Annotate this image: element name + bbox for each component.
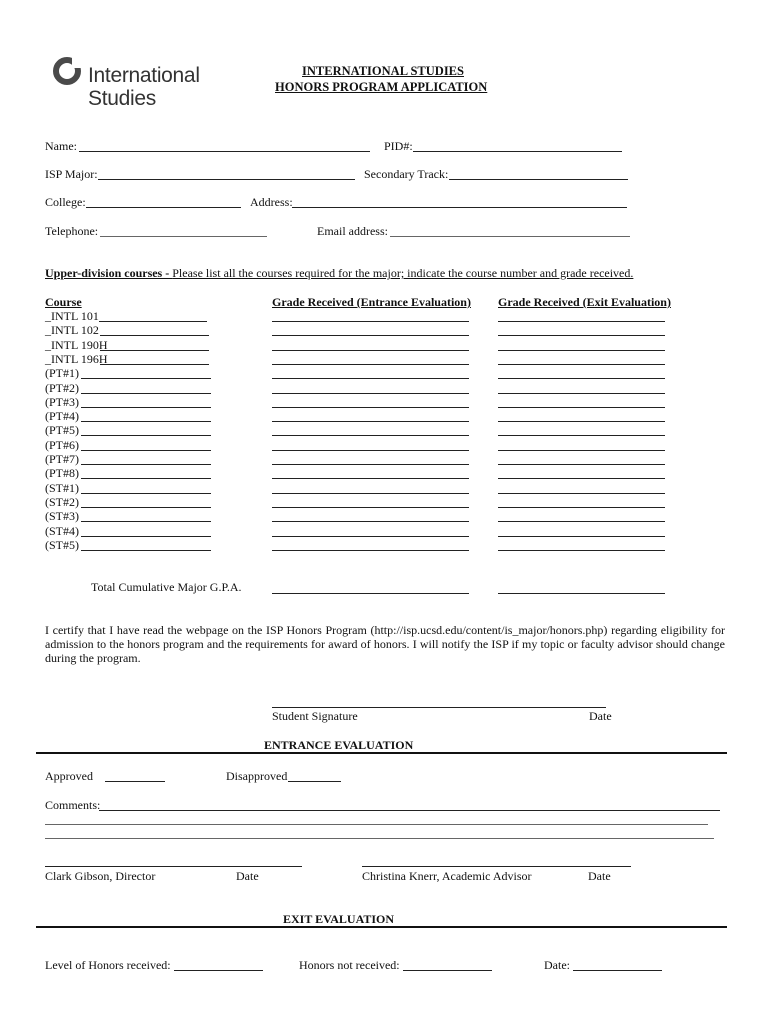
course-column-header: Course	[45, 295, 82, 309]
entrance-grade-field[interactable]	[272, 321, 469, 322]
certification-text: I certify that I have read the webpage on the ISP Honors Program (http://isp.ucsd.edu/content/is_major/honors.php) regarding eligibility for admission to the honors program and the requirements for award of honors. I will notify the ISP if my topic or faculty advisor should change during the program.	[45, 623, 725, 665]
approved-label: Approved	[45, 769, 93, 783]
disapproved-label: Disapproved	[226, 769, 288, 783]
course-row-label: (ST#2)	[45, 495, 79, 509]
secondary-track-field[interactable]	[449, 179, 628, 180]
exit-grade-field[interactable]	[498, 450, 665, 451]
exit-evaluation-title: EXIT EVALUATION	[283, 912, 395, 926]
course-number-field[interactable]	[81, 435, 211, 436]
course-row-label: (PT#5)	[45, 423, 79, 437]
advisor-date-label: Date	[588, 869, 611, 883]
entrance-grade-field[interactable]	[272, 536, 469, 537]
course-row-label: (PT#3)	[45, 395, 79, 409]
email-label: Email address:	[317, 224, 388, 238]
logo-ring-icon	[52, 56, 82, 86]
exit-grade-field[interactable]	[498, 550, 665, 551]
course-row-label: (ST#1)	[45, 481, 79, 495]
exit-grade-field[interactable]	[498, 421, 665, 422]
disapproved-field[interactable]	[288, 781, 341, 782]
course-row-label: (ST#5)	[45, 538, 79, 552]
exit-grade-field[interactable]	[498, 507, 665, 508]
entrance-grade-field[interactable]	[272, 450, 469, 451]
entrance-grade-field[interactable]	[272, 378, 469, 379]
course-row-label: (PT#7)	[45, 452, 79, 466]
course-number-field[interactable]	[81, 536, 211, 537]
address-field[interactable]	[292, 207, 627, 208]
exit-grade-field[interactable]	[498, 521, 665, 522]
exit-grade-field[interactable]	[498, 350, 665, 351]
exit-grade-field[interactable]	[498, 435, 665, 436]
course-row-label: (PT#4)	[45, 409, 79, 423]
comments-field-line-3[interactable]	[45, 838, 714, 839]
course-row-label: (ST#4)	[45, 524, 79, 538]
entrance-grade-field[interactable]	[272, 464, 469, 465]
form-title: INTERNATIONAL STUDIES	[302, 64, 464, 78]
exit-grade-column-header: Grade Received (Exit Evaluation)	[498, 295, 671, 309]
courses-instructions-text: Please list all the courses required for the major; indicate the course number and grade received.	[172, 266, 634, 280]
course-row-label: (ST#3)	[45, 509, 79, 523]
entrance-divider	[36, 752, 727, 754]
approved-field[interactable]	[105, 781, 165, 782]
course-number-field[interactable]	[81, 407, 211, 408]
course-number-field[interactable]	[81, 493, 211, 494]
course-row-label: _INTL 102	[45, 323, 99, 337]
course-row-label: _INTL 190H	[45, 338, 108, 352]
exit-date-field[interactable]	[573, 970, 662, 971]
courses-instructions	[45, 266, 633, 281]
entrance-grade-field[interactable]	[272, 478, 469, 479]
gpa-exit-field[interactable]	[498, 593, 665, 594]
director-signature-field[interactable]	[45, 866, 302, 867]
course-row-label: (PT#8)	[45, 466, 79, 480]
gpa-label: Total Cumulative Major G.P.A.	[91, 580, 242, 594]
course-number-field[interactable]	[81, 464, 211, 465]
entrance-grade-field[interactable]	[272, 493, 469, 494]
advisor-signature-field[interactable]	[362, 866, 631, 867]
exit-grade-field[interactable]	[498, 536, 665, 537]
course-number-field[interactable]	[81, 450, 211, 451]
honors-not-received-field[interactable]	[403, 970, 492, 971]
exit-grade-field[interactable]	[498, 335, 665, 336]
director-label: Clark Gibson, Director	[45, 869, 156, 883]
course-row-label: _INTL 196H	[45, 352, 108, 366]
entrance-grade-field[interactable]	[272, 393, 469, 394]
course-number-field[interactable]	[81, 393, 211, 394]
course-row-label: (PT#2)	[45, 381, 79, 395]
logo-line1: International	[88, 64, 200, 87]
college-label: College:	[45, 195, 86, 209]
exit-grade-field[interactable]	[498, 378, 665, 379]
course-row-label: (PT#6)	[45, 438, 79, 452]
course-row-label: _INTL 101	[45, 309, 99, 323]
isp-major-field[interactable]	[98, 179, 355, 180]
exit-grade-field[interactable]	[498, 364, 665, 365]
entrance-grade-field[interactable]	[272, 350, 469, 351]
honors-level-label: Level of Honors received:	[45, 958, 171, 972]
telephone-label: Telephone:	[45, 224, 99, 238]
college-field[interactable]	[86, 207, 241, 208]
exit-divider	[36, 926, 727, 928]
course-row-label: (PT#1)	[45, 366, 79, 380]
address-label: Address:	[250, 195, 293, 209]
entrance-grade-field[interactable]	[272, 364, 469, 365]
entrance-grade-field[interactable]	[272, 507, 469, 508]
exit-grade-field[interactable]	[498, 407, 665, 408]
honors-level-field[interactable]	[174, 970, 263, 971]
course-number-field[interactable]	[100, 350, 209, 351]
course-number-field[interactable]	[81, 421, 211, 422]
exit-grade-field[interactable]	[498, 464, 665, 465]
secondary-track-label: Secondary Track:	[364, 167, 449, 181]
exit-grade-field[interactable]	[498, 493, 665, 494]
course-number-field[interactable]	[81, 550, 211, 551]
comments-label: Comments:	[45, 798, 101, 812]
course-number-field[interactable]	[81, 478, 211, 479]
course-number-field[interactable]	[100, 335, 209, 336]
honors-not-received-label: Honors not received:	[299, 958, 400, 972]
email-field[interactable]	[390, 236, 630, 237]
isp-major-label: ISP Major:	[45, 167, 98, 181]
gpa-entrance-field[interactable]	[272, 593, 469, 594]
course-number-field[interactable]	[100, 364, 209, 365]
course-number-field[interactable]	[81, 378, 211, 379]
entrance-grade-field[interactable]	[272, 550, 469, 551]
advisor-label: Christina Knerr, Academic Advisor	[362, 869, 532, 883]
courses-instructions-lead: Upper-division courses -	[45, 266, 173, 280]
name-label: Name:	[45, 139, 77, 153]
form-subtitle: HONORS PROGRAM APPLICATION	[275, 80, 488, 94]
exit-grade-field[interactable]	[498, 321, 665, 322]
student-signature-date-label: Date	[589, 709, 612, 723]
entrance-evaluation-title: ENTRANCE EVALUATION	[264, 738, 414, 752]
course-number-field[interactable]	[81, 521, 211, 522]
name-field[interactable]	[79, 151, 370, 152]
student-signature-field[interactable]	[272, 707, 606, 708]
logo-line2: Studies	[88, 87, 156, 110]
comments-field-line-1[interactable]	[99, 810, 720, 811]
entrance-grade-field[interactable]	[272, 521, 469, 522]
exit-date-label: Date:	[544, 958, 570, 972]
entrance-grade-field[interactable]	[272, 421, 469, 422]
student-signature-label: Student Signature	[272, 709, 358, 723]
exit-grade-field[interactable]	[498, 478, 665, 479]
entrance-grade-column-header: Grade Received (Entrance Evaluation)	[272, 295, 471, 309]
entrance-grade-field[interactable]	[272, 335, 469, 336]
exit-grade-field[interactable]	[498, 393, 665, 394]
course-number-field[interactable]	[99, 321, 207, 322]
telephone-field[interactable]	[100, 236, 267, 237]
pid-field[interactable]	[413, 151, 622, 152]
comments-field-line-2[interactable]	[45, 824, 708, 825]
pid-label: PID#:	[384, 139, 413, 153]
entrance-grade-field[interactable]	[272, 435, 469, 436]
entrance-grade-field[interactable]	[272, 407, 469, 408]
course-number-field[interactable]	[81, 507, 211, 508]
director-date-label: Date	[236, 869, 259, 883]
